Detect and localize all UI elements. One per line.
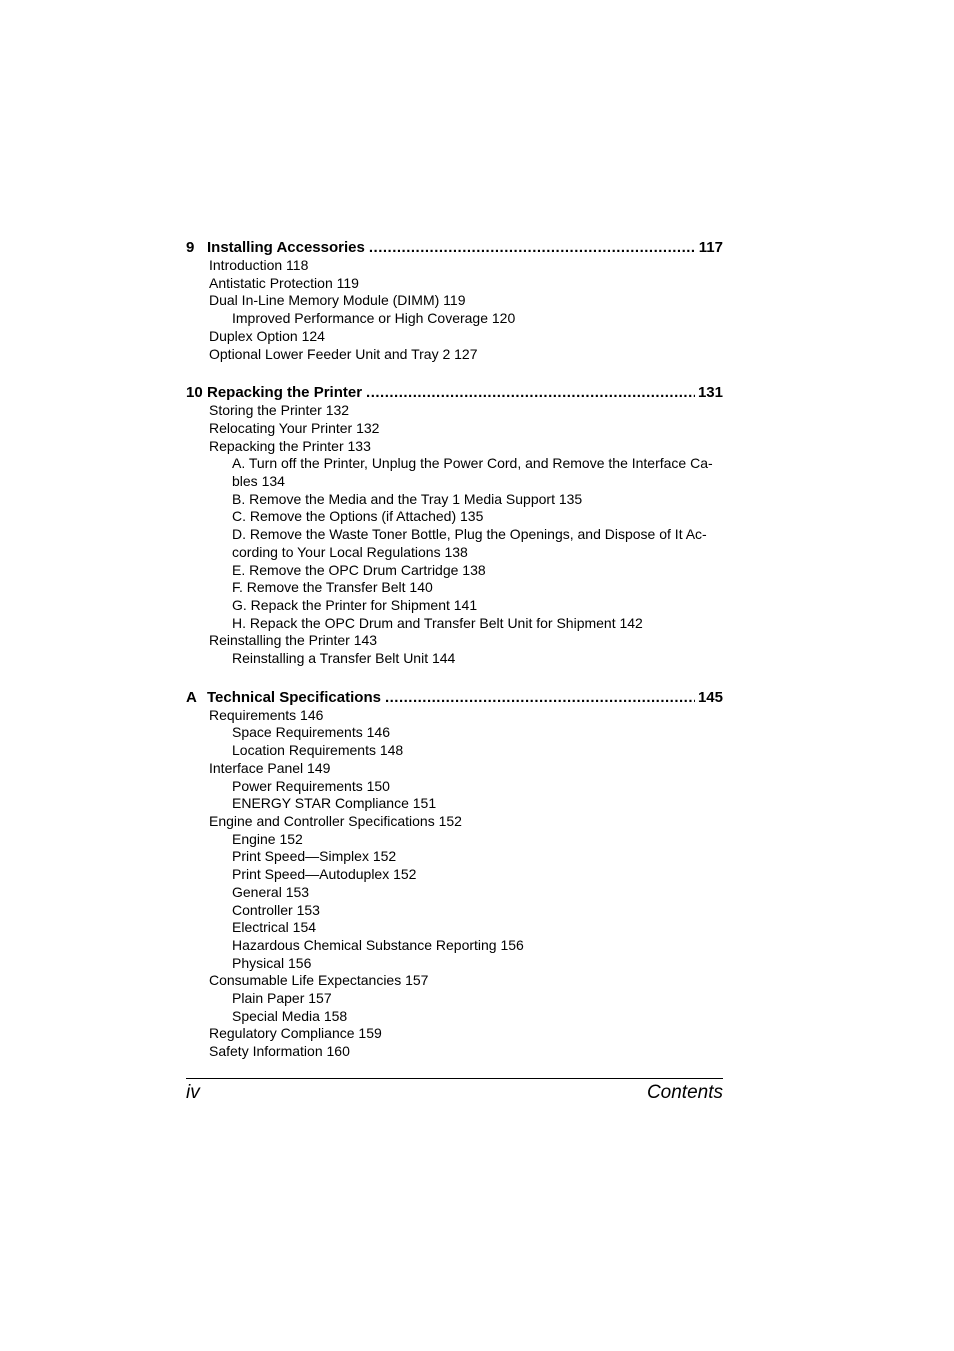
toc-subsection-entry[interactable]: Power Requirements 150 xyxy=(232,777,390,794)
toc-subsection-entry[interactable]: Controller 153 xyxy=(232,901,320,918)
toc-subsection-entry[interactable]: Plain Paper 157 xyxy=(232,990,332,1007)
toc-section-entry[interactable]: Relocating Your Printer 132 xyxy=(209,419,380,436)
toc-section-entry[interactable]: Interface Panel 149 xyxy=(209,759,331,776)
toc-subsection-entry[interactable]: Improved Performance or High Coverage 120 xyxy=(232,310,516,327)
toc-subsection-entry[interactable]: D. Remove the Waste Toner Bottle, Plug the Openings, and Dispose of It Ac- xyxy=(232,526,707,543)
toc-chapter-heading[interactable] xyxy=(186,383,723,402)
chapter-page-number: 131 xyxy=(697,384,723,402)
toc-section-entry[interactable]: Requirements 146 xyxy=(209,706,324,723)
toc-subsection-entry[interactable]: E. Remove the OPC Drum Cartridge 138 xyxy=(232,561,486,578)
footer-page-number: iv xyxy=(186,1082,200,1103)
toc-section-entry[interactable]: Engine and Controller Specifications 152 xyxy=(209,812,462,829)
toc-section-entry[interactable]: Reinstalling the Printer 143 xyxy=(209,632,378,649)
toc-section-entry[interactable]: Consumable Life Expectancies 157 xyxy=(209,972,429,989)
page-footer xyxy=(186,1078,723,1107)
dot-leader xyxy=(366,383,695,402)
toc-section-entry[interactable]: Optional Lower Feeder Unit and Tray 2 127 xyxy=(209,345,478,362)
toc-section-entry[interactable]: Regulatory Compliance 159 xyxy=(209,1025,382,1042)
toc-subsection-entry[interactable]: bles 134 xyxy=(232,473,285,490)
toc-subsection-entry[interactable]: Print Speed—Autoduplex 152 xyxy=(232,866,417,883)
toc-subsection-entry[interactable]: Reinstalling a Transfer Belt Unit 144 xyxy=(232,650,456,667)
toc-subsection-entry[interactable]: Print Speed—Simplex 152 xyxy=(232,848,397,865)
table-of-contents xyxy=(186,238,723,1081)
toc-section-entry[interactable]: Repacking the Printer 133 xyxy=(209,437,371,454)
chapter-title: Installing Accessories xyxy=(207,239,365,256)
toc-chapter xyxy=(186,238,723,363)
toc-subsection-entry[interactable]: Hazardous Chemical Substance Reporting 156 xyxy=(232,936,524,953)
toc-subsection-entry[interactable]: B. Remove the Media and the Tray 1 Media Support 135 xyxy=(232,490,583,507)
chapter-number: A xyxy=(186,688,197,706)
chapter-title: Technical Specifications xyxy=(207,688,381,706)
toc-section-entry[interactable]: Introduction 118 xyxy=(209,257,309,273)
toc-section-entry[interactable]: Dual In-Line Memory Module (DIMM) 119 xyxy=(209,292,466,309)
toc-chapter-heading[interactable] xyxy=(186,688,723,707)
chapter-number: 10 xyxy=(186,384,203,402)
toc-subsection-entry[interactable]: Physical 156 xyxy=(232,954,312,971)
toc-section-entry[interactable]: Storing the Printer 132 xyxy=(209,402,350,419)
toc-section-entry[interactable]: Duplex Option 124 xyxy=(209,327,325,344)
toc-chapter xyxy=(186,383,723,668)
chapter-page-number: 117 xyxy=(698,239,723,256)
dot-leader xyxy=(385,688,695,707)
footer-section-title: Contents xyxy=(646,1082,723,1103)
toc-subsection-entry[interactable]: F. Remove the Transfer Belt 140 xyxy=(232,579,433,596)
toc-section-entry[interactable]: Antistatic Protection 119 xyxy=(209,274,359,291)
toc-subsection-entry[interactable]: Electrical 154 xyxy=(232,919,317,936)
toc-subsection-entry[interactable]: Space Requirements 146 xyxy=(232,724,390,741)
toc-chapter-heading[interactable] xyxy=(186,238,723,257)
chapter-title: Repacking the Printer xyxy=(207,384,363,402)
toc-subsection-entry[interactable]: Engine 152 xyxy=(232,830,303,847)
toc-chapter xyxy=(186,688,723,1061)
toc-subsection-entry[interactable]: H. Repack the OPC Drum and Transfer Belt Unit for Shipment 142 xyxy=(232,614,643,631)
toc-subsection-entry[interactable]: Location Requirements 148 xyxy=(232,742,404,759)
toc-subsection-entry[interactable]: A. Turn off the Printer, Unplug the Power Cord, and Remove the Interface Ca- xyxy=(232,455,713,472)
chapter-page-number: 145 xyxy=(697,688,723,706)
toc-subsection-entry[interactable]: ENERGY STAR Compliance 151 xyxy=(232,795,437,812)
dot-leader xyxy=(369,238,696,257)
toc-subsection-entry[interactable]: cording to Your Local Regulations 138 xyxy=(232,543,468,560)
toc-subsection-entry[interactable]: G. Repack the Printer for Shipment 141 xyxy=(232,596,478,613)
toc-subsection-entry[interactable]: C. Remove the Options (if Attached) 135 xyxy=(232,508,484,525)
toc-subsection-entry[interactable]: Special Media 158 xyxy=(232,1007,348,1024)
chapter-number: 9 xyxy=(186,239,195,256)
toc-subsection-entry[interactable]: General 153 xyxy=(232,883,310,900)
toc-section-entry[interactable]: Safety Information 160 xyxy=(209,1043,350,1060)
